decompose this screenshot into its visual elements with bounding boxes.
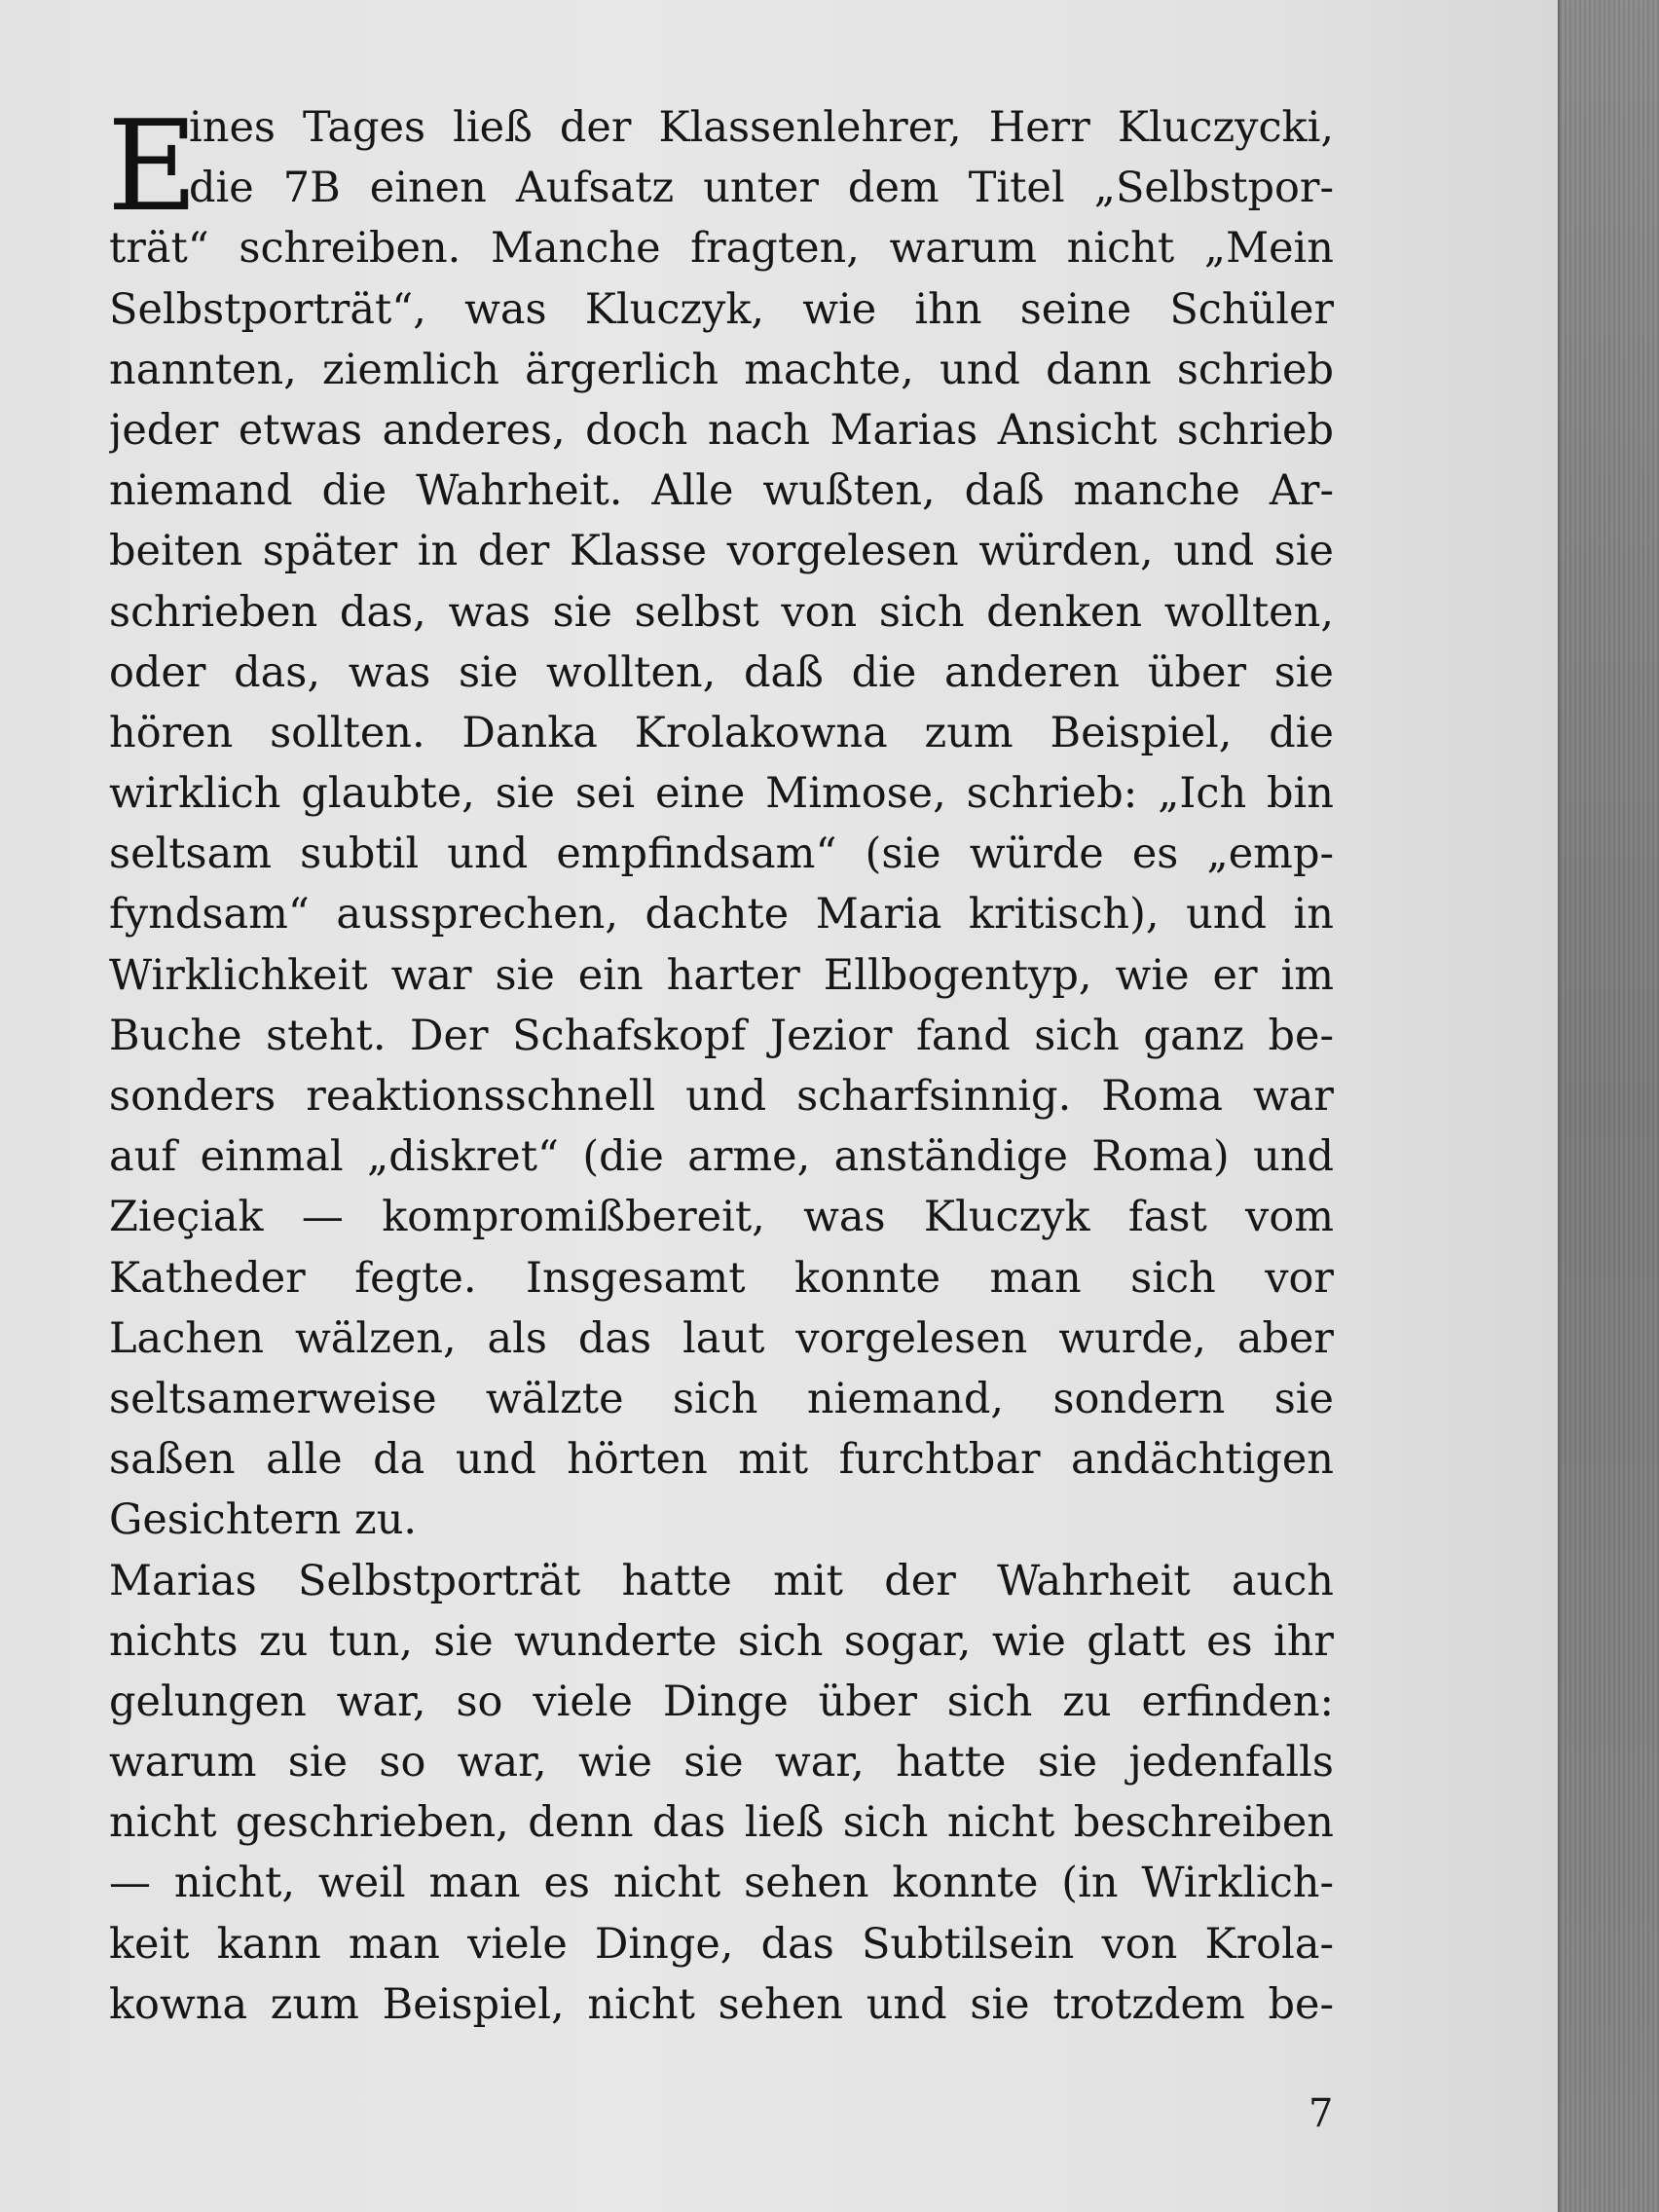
text-line: die 7B einen Aufsatz unter dem Titel „Selbstpor- [189,164,1334,213]
text-line: fyndsam“ aussprechen, dachte Maria kritisch), und in [109,890,1334,940]
text-line: oder das, was sie wollten, daß die anderen über sie [109,647,1334,697]
page-number: 7 [1309,2091,1334,2136]
text-line: seltsam subtil und empfindsam“ (sie würde es „emp- [109,830,1334,879]
text-line: seltsamerweise wälzte sich niemand, sondern sie [109,1374,1334,1423]
text-line: Lachen wälzen, als das laut vorgelesen wurde, aber [109,1313,1334,1363]
text-line: saßen alle da und hörten mit furchtbar andächtigen [109,1435,1334,1485]
text-line: schrieben das, was sie selbst von sich denken wollten, [109,587,1334,637]
text-line: kowna zum Beispiel, nicht sehen und sie trotzdem be- [109,1979,1334,2029]
text-line: gelungen war, so viele Dinge über sich zu erfinden: [109,1677,1334,1726]
text-line: niemand die Wahrheit. Alle wußten, daß manche Ar- [109,466,1334,516]
book-edge [1558,0,1659,2212]
text-line: Zieçiak — kompromißbereit, was Kluczyk fast vom [109,1193,1334,1242]
text-line: Gesichtern zu. [109,1495,418,1545]
drop-cap: E [107,94,199,240]
text-line: wirklich glaubte, sie sei eine Mimose, schrieb: „Ich bin [109,769,1334,819]
text-line: trät“ schreiben. Manche fragten, warum nicht „Mein [109,224,1334,274]
text-line: auf einmal „diskret“ (die arme, anständige Roma) und [109,1132,1334,1182]
text-line: nicht geschrieben, denn das ließ sich nicht beschreiben [109,1798,1334,1848]
text-line: Wirklichkeit war sie ein harter Ellbogentyp, wie er im [109,950,1334,1000]
text-line: jeder etwas anderes, doch nach Marias Ansicht schrieb [109,405,1334,455]
text-line: keit kann man viele Dinge, das Subtilsein von Krola- [109,1919,1334,1969]
paragraph-1 [107,94,1334,1551]
text-line: ines Tages ließ der Klassenlehrer, Herr Kluczycki, [189,103,1334,152]
text-line: Marias Selbstporträt hatte mit der Wahrheit auch [109,1556,1334,1605]
text-line: Katheder fegte. Insgesamt konnte man sich vor [109,1253,1334,1303]
text-line: Buche steht. Der Schafskopf Jezior fand sich ganz be- [109,1011,1334,1060]
paragraph-2 [109,1551,1334,2036]
text-line: beiten später in der Klasse vorgelesen würden, und sie [109,527,1334,576]
text-line: Selbstporträt“, was Kluczyk, wie ihn seine Schüler [109,284,1334,334]
text-line: hören sollten. Danka Krolakowna zum Beispiel, die [109,708,1334,757]
text-line: sonders reaktionsschnell und scharfsinnig. Roma war [109,1072,1334,1121]
text-line: — nicht, weil man es nicht sehen konnte (in Wirklich- [109,1859,1334,1908]
body-text [107,94,1334,2035]
text-line: nannten, ziemlich ärgerlich machte, und dann schrieb [109,345,1334,394]
text-line: warum sie so war, wie sie war, hatte sie jedenfalls [109,1738,1334,1788]
text-line: nichts zu tun, sie wunderte sich sogar, wie glatt es ihr [109,1616,1334,1666]
